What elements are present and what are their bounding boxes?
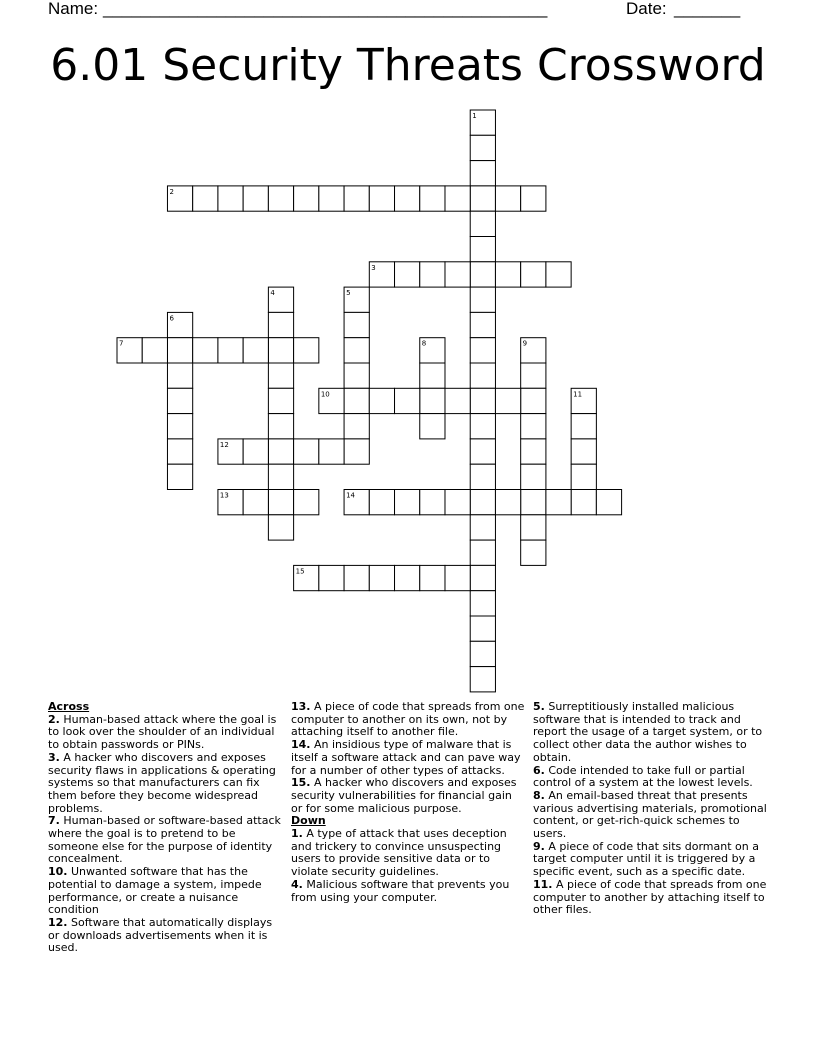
crossword-cell[interactable] bbox=[521, 388, 546, 413]
crossword-cell[interactable] bbox=[521, 490, 546, 515]
crossword-cell[interactable] bbox=[521, 363, 546, 388]
crossword-cell[interactable] bbox=[268, 312, 293, 337]
crossword-cell[interactable] bbox=[294, 439, 319, 464]
crossword-cell[interactable] bbox=[369, 565, 394, 590]
crossword-cell[interactable] bbox=[294, 186, 319, 211]
crossword-cell[interactable] bbox=[596, 490, 621, 515]
clue-item bbox=[291, 879, 526, 904]
crossword-cell[interactable] bbox=[294, 490, 319, 515]
crossword-cell[interactable] bbox=[167, 338, 192, 363]
crossword-cell[interactable] bbox=[344, 186, 369, 211]
cell-number: 8 bbox=[421, 339, 427, 348]
clue-text: Unwanted software that has the potential to damage a system, impede performance, or create a nuisance condition bbox=[48, 865, 262, 917]
crossword-cell[interactable] bbox=[546, 262, 571, 287]
crossword-cell[interactable] bbox=[243, 439, 268, 464]
cell-number: 9 bbox=[522, 339, 528, 348]
clue-number: 11. bbox=[533, 877, 553, 891]
clue-number: 14. bbox=[291, 738, 311, 752]
crossword-cell[interactable] bbox=[344, 439, 369, 464]
cell-number: 5 bbox=[346, 289, 351, 298]
crossword-cell[interactable] bbox=[395, 388, 420, 413]
crossword-cell[interactable] bbox=[470, 616, 495, 641]
cell-number: 3 bbox=[371, 263, 376, 272]
crossword-cell[interactable] bbox=[268, 186, 293, 211]
crossword-cell[interactable] bbox=[243, 338, 268, 363]
crossword-cell[interactable] bbox=[470, 161, 495, 186]
crossword-cell[interactable] bbox=[268, 363, 293, 388]
crossword-cell[interactable] bbox=[470, 540, 495, 565]
clue-text: Surreptitiously installed malicious software that is intended to track and report the usage of a target system, or to collect other data the author wishes to obtain. bbox=[533, 700, 763, 764]
crossword-cell[interactable] bbox=[470, 262, 495, 287]
crossword-cell[interactable] bbox=[294, 338, 319, 363]
clue-item bbox=[48, 917, 283, 955]
crossword-cell[interactable] bbox=[470, 312, 495, 337]
crossword-cell[interactable] bbox=[546, 490, 571, 515]
crossword-cell[interactable] bbox=[571, 439, 596, 464]
crossword-cell[interactable] bbox=[470, 186, 495, 211]
clue-text: Human-based attack where the goal is to look over the shoulder of an individual to obtain passwords or PINs. bbox=[48, 712, 277, 752]
cell-number: 7 bbox=[119, 339, 124, 348]
clue-item bbox=[291, 739, 526, 777]
clue-number: 9. bbox=[533, 839, 545, 853]
clue-number: 4. bbox=[291, 877, 303, 891]
crossword-cell[interactable] bbox=[218, 186, 243, 211]
date-blank[interactable]: _______ bbox=[674, 0, 741, 18]
crossword-cell[interactable] bbox=[470, 211, 495, 236]
crossword-cell[interactable] bbox=[268, 338, 293, 363]
page-title: 6.01 Security Threats Crossword bbox=[50, 40, 766, 91]
crossword-cell[interactable] bbox=[470, 490, 495, 515]
crossword-cell[interactable] bbox=[470, 135, 495, 160]
crossword-cell[interactable] bbox=[470, 464, 495, 489]
clue-item bbox=[291, 828, 526, 879]
clue-text: Code intended to take full or partial control of a system at the lowest levels. bbox=[533, 763, 753, 790]
crossword-cell[interactable] bbox=[243, 490, 268, 515]
clue-text: An insidious type of malware that is itself a software attack and can pave way for a number of other types of attacks. bbox=[291, 738, 521, 777]
date-label: Date: bbox=[626, 0, 667, 18]
crossword-cell[interactable] bbox=[470, 237, 495, 262]
cell-number: 11 bbox=[573, 390, 583, 399]
crossword-cell[interactable] bbox=[470, 363, 495, 388]
crossword-cell[interactable] bbox=[521, 515, 546, 540]
cell-number: 15 bbox=[295, 567, 305, 576]
crossword-cell[interactable] bbox=[344, 363, 369, 388]
clue-number: 1. bbox=[291, 827, 303, 841]
across-heading: Across bbox=[48, 700, 90, 713]
crossword-cell[interactable] bbox=[445, 565, 470, 590]
crossword-cell[interactable] bbox=[521, 439, 546, 464]
crossword-cell[interactable] bbox=[495, 262, 520, 287]
clue-text: A piece of code that sits dormant on a target computer until it is triggered by a specific event, such as a specific date. bbox=[533, 839, 759, 879]
clue-text: Human-based or software-based attack where the goal is to pretend to be someone else for the purpose of identity concealment. bbox=[48, 814, 281, 866]
down-heading: Down bbox=[291, 814, 326, 828]
crossword-cell[interactable] bbox=[369, 490, 394, 515]
crossword-cell[interactable] bbox=[420, 414, 445, 439]
clue-item bbox=[533, 790, 768, 841]
crossword-cell[interactable] bbox=[445, 262, 470, 287]
crossword-cell[interactable] bbox=[470, 565, 495, 590]
clue-number: 5. bbox=[533, 700, 545, 713]
crossword-cell[interactable] bbox=[167, 363, 192, 388]
clue-number: 3. bbox=[48, 750, 60, 764]
cell-number: 6 bbox=[169, 314, 174, 323]
cell-number: 4 bbox=[270, 289, 275, 298]
crossword-cell[interactable] bbox=[395, 186, 420, 211]
crossword-cell[interactable] bbox=[319, 565, 344, 590]
crossword-cell[interactable] bbox=[445, 490, 470, 515]
crossword-cell[interactable] bbox=[521, 540, 546, 565]
crossword-cell[interactable] bbox=[268, 388, 293, 413]
crossword-cell[interactable] bbox=[495, 388, 520, 413]
clue-number: 12. bbox=[48, 915, 68, 929]
crossword-cell[interactable] bbox=[470, 641, 495, 666]
crossword-cell[interactable] bbox=[167, 414, 192, 439]
clue-text: Malicious software that prevents you from using your computer. bbox=[291, 877, 510, 904]
clue-number: 6. bbox=[533, 763, 545, 777]
clue-text: A hacker who discovers and exposes security vulnerabilities for financial gain or for some malicious purpose. bbox=[291, 776, 517, 815]
cell-number: 13 bbox=[219, 491, 229, 500]
crossword-cell[interactable] bbox=[420, 262, 445, 287]
clue-column-1 bbox=[48, 701, 283, 955]
cell-number: 10 bbox=[320, 390, 330, 399]
crossword-cell[interactable] bbox=[319, 186, 344, 211]
crossword-cell[interactable] bbox=[495, 490, 520, 515]
clue-column-2 bbox=[291, 701, 526, 904]
crossword-cell[interactable] bbox=[319, 439, 344, 464]
name-blank[interactable]: _______________________________________________ bbox=[103, 0, 548, 18]
crossword-cell[interactable] bbox=[470, 515, 495, 540]
crossword-cell[interactable] bbox=[142, 338, 167, 363]
clue-item bbox=[48, 714, 283, 752]
clue-number: 8. bbox=[533, 788, 545, 802]
clue-number: 10. bbox=[48, 865, 68, 879]
crossword-cell[interactable] bbox=[470, 414, 495, 439]
crossword-cell[interactable] bbox=[521, 262, 546, 287]
crossword-cell[interactable] bbox=[521, 186, 546, 211]
crossword-cell[interactable] bbox=[193, 338, 218, 363]
clue-number: 7. bbox=[48, 814, 60, 828]
clue-item bbox=[533, 841, 768, 879]
clue-item bbox=[533, 765, 768, 790]
crossword-cell[interactable] bbox=[571, 490, 596, 515]
crossword-cell[interactable] bbox=[344, 388, 369, 413]
crossword-cell[interactable] bbox=[470, 287, 495, 312]
crossword-cell[interactable] bbox=[521, 414, 546, 439]
crossword-cell[interactable] bbox=[571, 414, 596, 439]
crossword-cell[interactable] bbox=[193, 186, 218, 211]
clue-item bbox=[533, 879, 768, 917]
crossword-cell[interactable] bbox=[167, 464, 192, 489]
crossword-cell[interactable] bbox=[167, 388, 192, 413]
crossword-cell[interactable] bbox=[470, 338, 495, 363]
crossword-cell[interactable] bbox=[268, 414, 293, 439]
crossword-cell[interactable] bbox=[470, 439, 495, 464]
crossword-cell[interactable] bbox=[218, 338, 243, 363]
clue-text: Software that automatically displays or downloads advertisements when it is used. bbox=[48, 915, 273, 955]
clue-text: A type of attack that uses deception and trickery to convince unsuspecting users to provide sensitive data or to violate security guidelines. bbox=[291, 827, 507, 879]
crossword-cell[interactable] bbox=[268, 464, 293, 489]
crossword-cell[interactable] bbox=[167, 439, 192, 464]
clue-text: A piece of code that spreads from one computer to another on its own, not by attaching itself to another file. bbox=[291, 700, 525, 739]
crossword-cell[interactable] bbox=[344, 565, 369, 590]
crossword-cell[interactable] bbox=[344, 312, 369, 337]
crossword-cell[interactable] bbox=[470, 591, 495, 616]
cell-number: 14 bbox=[346, 491, 355, 500]
clue-item bbox=[533, 701, 768, 765]
clue-text: An email-based threat that presents various advertising materials, promotional content, or get-rich-quick schemes to users. bbox=[533, 788, 767, 841]
crossword-cell[interactable] bbox=[268, 439, 293, 464]
clue-number: 2. bbox=[48, 712, 60, 726]
crossword-cell[interactable] bbox=[495, 186, 520, 211]
clue-number: 13. bbox=[291, 700, 311, 713]
crossword-cell[interactable] bbox=[395, 262, 420, 287]
crossword-cell[interactable] bbox=[344, 414, 369, 439]
crossword-cell[interactable] bbox=[470, 667, 495, 692]
crossword-cell[interactable] bbox=[420, 363, 445, 388]
crossword-cell[interactable] bbox=[369, 186, 394, 211]
crossword-cell[interactable] bbox=[395, 490, 420, 515]
clue-text: A hacker who discovers and exposes security flaws in applications & operating systems so that manufacturers can fix them before they become widespread problems. bbox=[48, 750, 276, 815]
crossword-cell[interactable] bbox=[268, 515, 293, 540]
clue-item bbox=[291, 701, 526, 739]
clue-item bbox=[48, 815, 283, 866]
name-label: Name: bbox=[48, 0, 99, 18]
crossword-cell[interactable] bbox=[369, 388, 394, 413]
clue-item bbox=[48, 866, 283, 917]
crossword-cell[interactable] bbox=[521, 464, 546, 489]
clue-text: A piece of code that spreads from one computer to another by attaching itself to other files. bbox=[533, 877, 767, 917]
cell-number: 12 bbox=[219, 440, 229, 449]
crossword-cell[interactable] bbox=[470, 388, 495, 413]
crossword-cell[interactable] bbox=[243, 186, 268, 211]
crossword-cell[interactable] bbox=[395, 565, 420, 590]
crossword-cell[interactable] bbox=[344, 338, 369, 363]
crossword-cell[interactable] bbox=[420, 565, 445, 590]
crossword-cell[interactable] bbox=[571, 464, 596, 489]
clue-item bbox=[291, 777, 526, 815]
clue-item bbox=[48, 752, 283, 816]
clue-number: 15. bbox=[291, 776, 311, 790]
clue-column-3 bbox=[533, 701, 768, 917]
crossword-cell[interactable] bbox=[445, 388, 470, 413]
cell-number: 2 bbox=[169, 187, 174, 196]
crossword-cell[interactable] bbox=[420, 186, 445, 211]
crossword-cell[interactable] bbox=[420, 490, 445, 515]
crossword-cell[interactable] bbox=[420, 388, 445, 413]
cell-number: 1 bbox=[472, 112, 477, 120]
crossword-cell[interactable] bbox=[268, 490, 293, 515]
crossword-cell[interactable] bbox=[445, 186, 470, 211]
